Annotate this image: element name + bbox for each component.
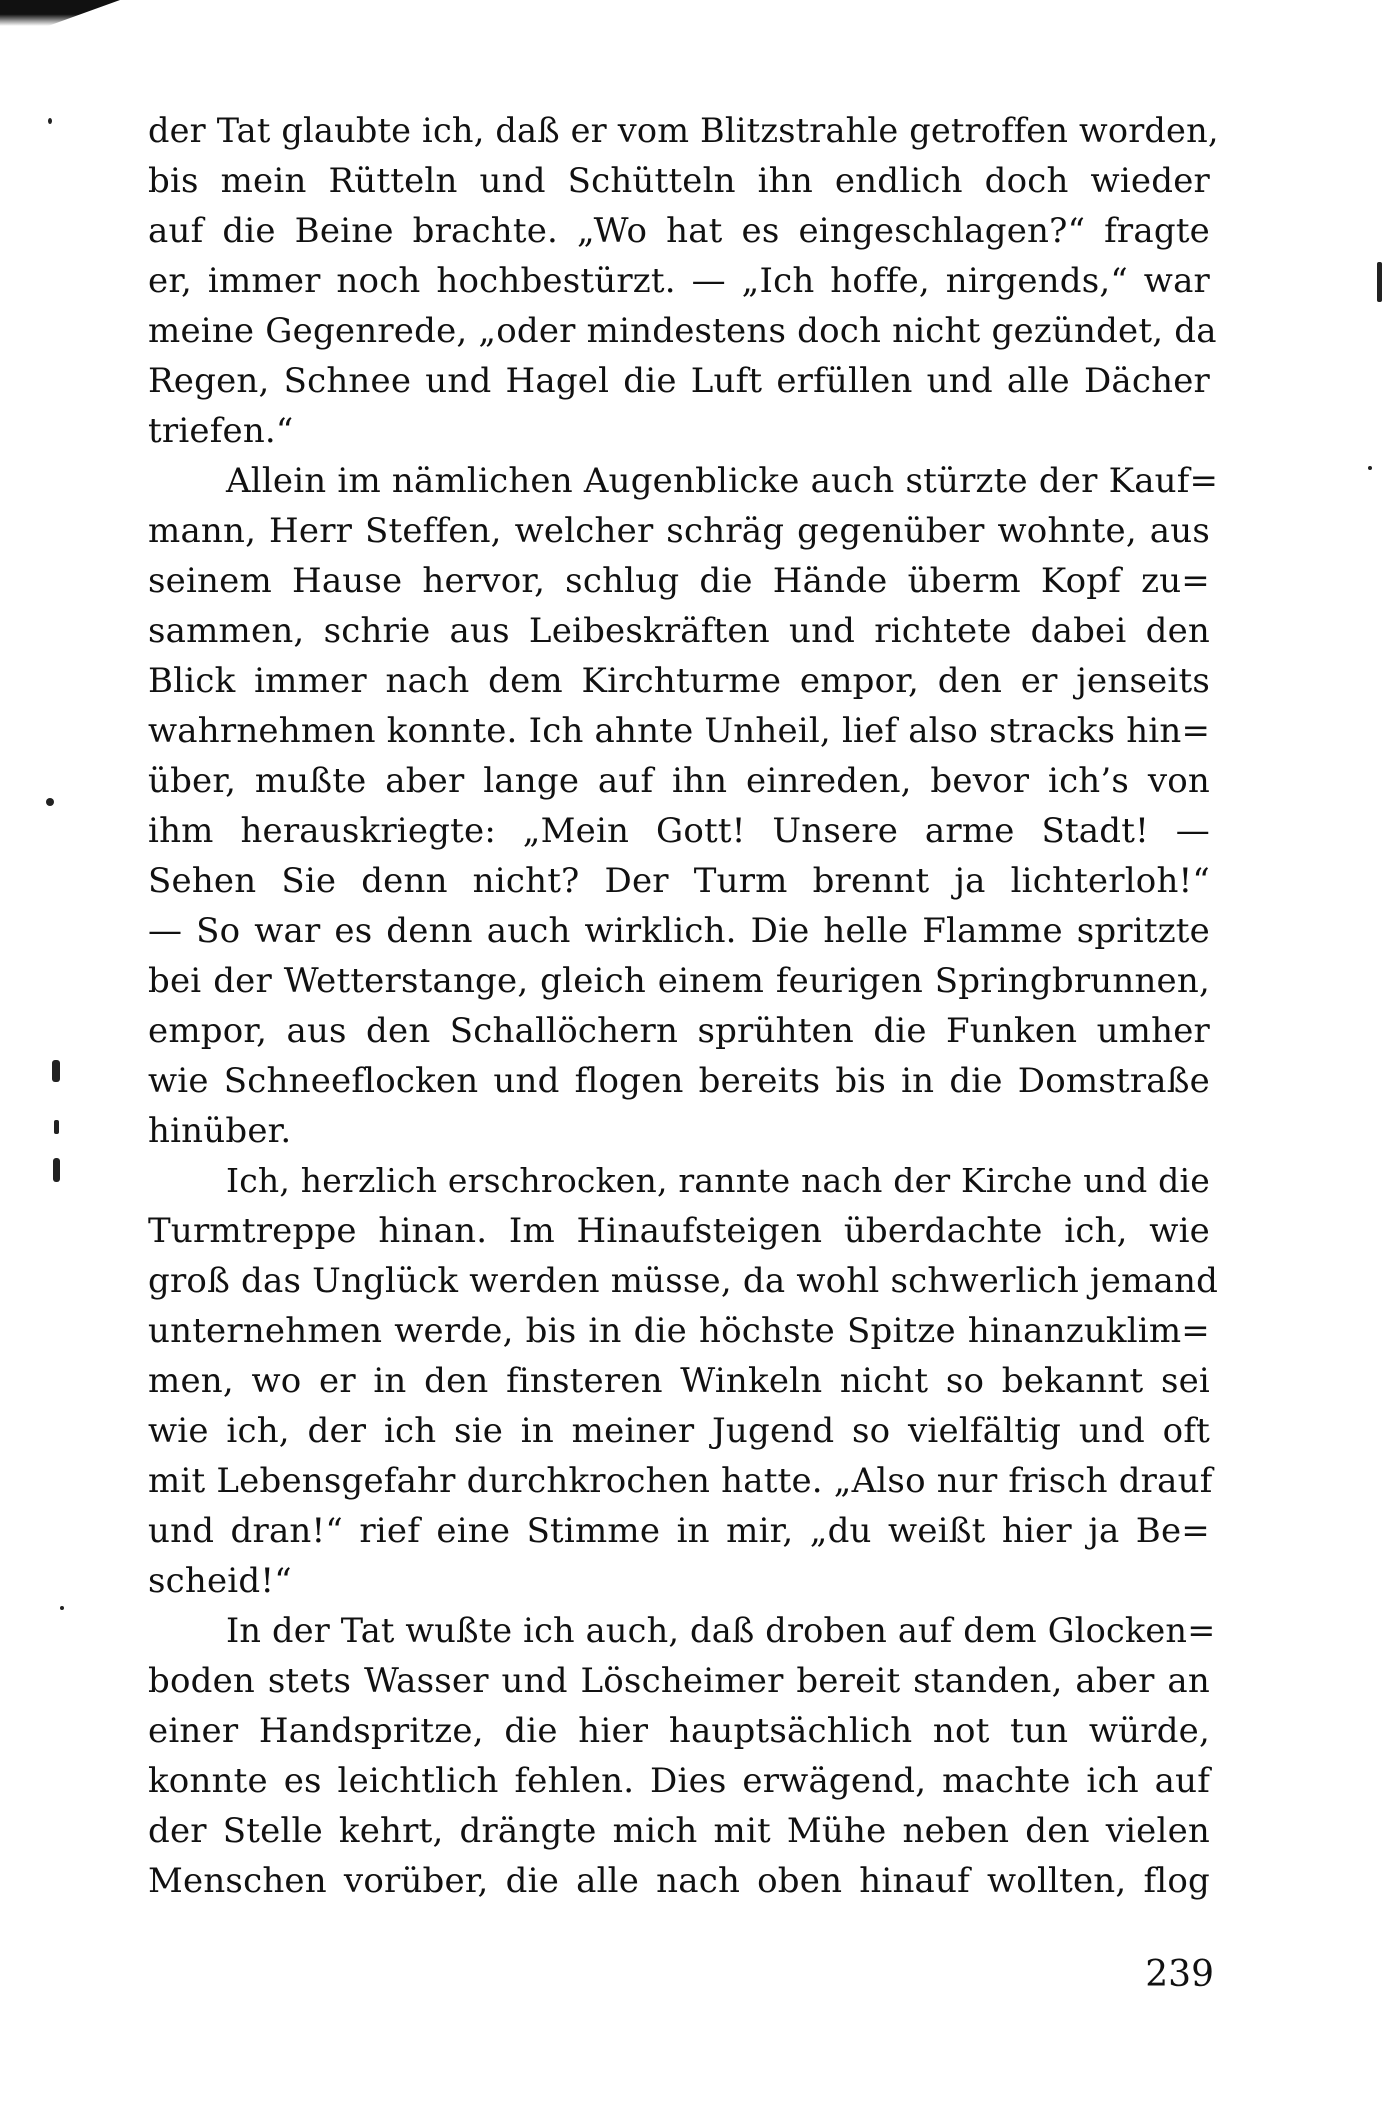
text-line: Sehen Sie denn nicht? Der Turm brennt ja lichterloh!“ xyxy=(148,861,1210,901)
text-line: bei der Wetterstange, gleich einem feurigen Springbrunnen, xyxy=(148,961,1210,1001)
text-line: Turmtreppe hinan. Im Hinaufsteigen überdachte ich, wie xyxy=(148,1211,1210,1251)
scan-speck xyxy=(53,1158,60,1182)
text-line: Menschen vorüber, die alle nach oben hinauf wollten, flog xyxy=(148,1861,1210,1901)
text-line: der Stelle kehrt, drängte mich mit Mühe neben den vielen xyxy=(148,1811,1210,1851)
text-line: meine Gegenrede, „oder mindestens doch nicht gezündet, da xyxy=(148,311,1217,351)
scan-speck xyxy=(48,118,52,124)
text-line: einer Handspritze, die hier hauptsächlich not tun würde, xyxy=(148,1711,1210,1751)
text-line: groß das Unglück werden müsse, da wohl schwerlich jemand xyxy=(148,1261,1219,1301)
page-number: 239 xyxy=(1145,1954,1214,1995)
scan-speck xyxy=(52,1060,60,1082)
scan-speck xyxy=(46,798,54,806)
text-line: wie Schneeflocken und flogen bereits bis in die Domstraße xyxy=(148,1061,1210,1101)
text-line: seinem Hause hervor, schlug die Hände überm Kopf zu= xyxy=(148,561,1210,601)
scan-edge-mark xyxy=(0,0,120,26)
text-line: mann, Herr Steffen, welcher schräg gegenüber wohnte, aus xyxy=(148,511,1210,551)
text-line: Regen, Schnee und Hagel die Luft erfüllen und alle Dächer xyxy=(148,361,1210,401)
text-line: und dran!“ rief eine Stimme in mir, „du weißt hier ja Be= xyxy=(148,1511,1210,1551)
text-line: er, immer noch hochbestürzt. — „Ich hoffe, nirgends,“ war xyxy=(148,261,1210,301)
paragraph-first-line: In der Tat wußte ich auch, daß droben auf dem Glocken= xyxy=(226,1611,1216,1650)
scan-speck xyxy=(1377,262,1382,302)
text-line: wie ich, der ich sie in meiner Jugend so vielfältig und oft xyxy=(148,1411,1210,1451)
text-line: sammen, schrie aus Leibeskräften und richtete dabei den xyxy=(148,611,1210,651)
scan-speck xyxy=(60,1606,64,1610)
text-line: konnte es leichtlich fehlen. Dies erwägend, machte ich auf xyxy=(148,1761,1210,1801)
text-line: hinüber. xyxy=(148,1111,292,1151)
text-line: — So war es denn auch wirklich. Die helle Flamme spritzte xyxy=(148,911,1210,951)
text-line: men, wo er in den finsteren Winkeln nicht so bekannt sei xyxy=(148,1361,1210,1401)
text-line: triefen.“ xyxy=(148,411,294,451)
text-line: mit Lebensgefahr durchkrochen hatte. „Also nur frisch drauf xyxy=(148,1461,1213,1501)
scan-speck xyxy=(54,1120,59,1134)
scan-speck xyxy=(1368,466,1372,470)
text-line: Blick immer nach dem Kirchturme empor, den er jenseits xyxy=(148,661,1210,701)
text-line: der Tat glaubte ich, daß er vom Blitzstrahle getroffen worden, xyxy=(148,111,1219,150)
text-line: boden stets Wasser und Löscheimer bereit standen, aber an xyxy=(148,1661,1210,1701)
text-line: empor, aus den Schallöchern sprühten die Funken umher xyxy=(148,1011,1210,1051)
text-line: auf die Beine brachte. „Wo hat es eingeschlagen?“ fragte xyxy=(148,211,1210,251)
text-line: wahrnehmen konnte. Ich ahnte Unheil, lief also stracks hin= xyxy=(148,711,1211,751)
text-line: über, mußte aber lange auf ihn einreden, bevor ich’s von xyxy=(148,761,1210,801)
paragraph-first-line: Allein im nämlichen Augenblicke auch stürzte der Kauf= xyxy=(226,461,1219,501)
text-line: ihm herauskriegte: „Mein Gott! Unsere arme Stadt! — xyxy=(148,811,1210,851)
text-line: unternehmen werde, bis in die höchste Spitze hinanzuklim= xyxy=(148,1311,1210,1351)
text-line: bis mein Rütteln und Schütteln ihn endlich doch wieder xyxy=(148,161,1210,201)
text-line: scheid!“ xyxy=(148,1561,292,1601)
paragraph-first-line: Ich, herzlich erschrocken, rannte nach der Kirche und die xyxy=(226,1161,1210,1200)
